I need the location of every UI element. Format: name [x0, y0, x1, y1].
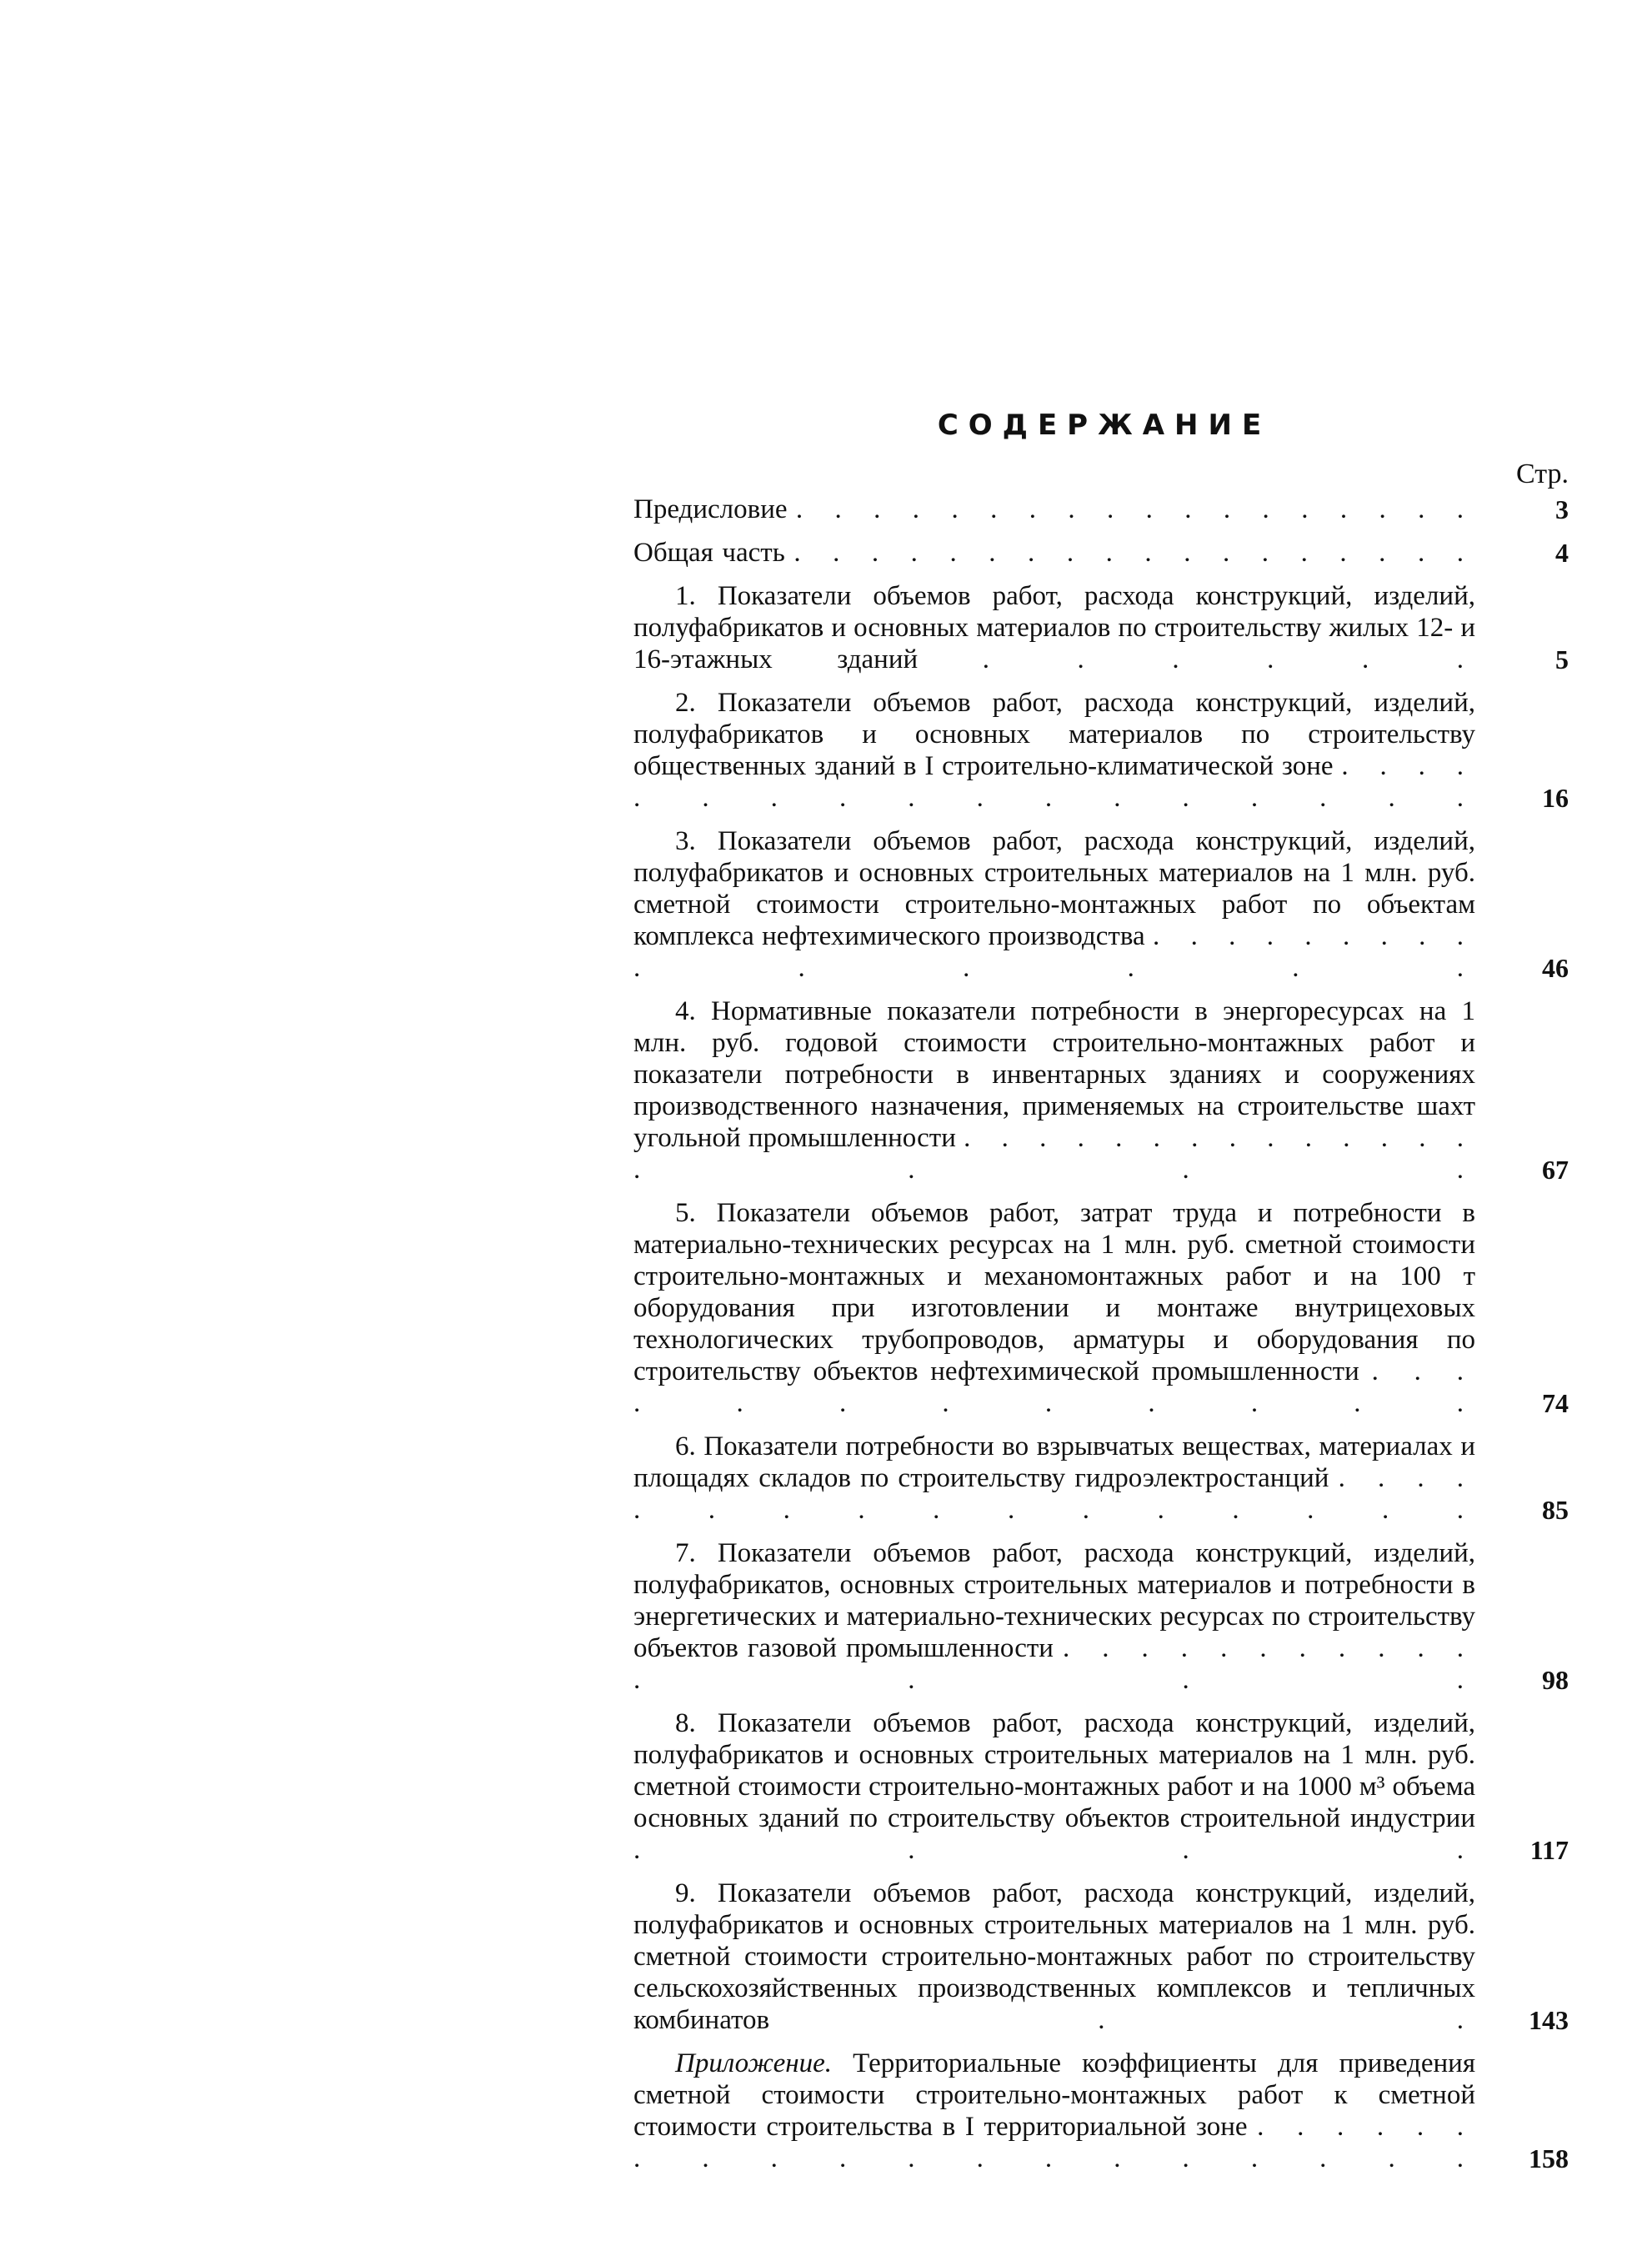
toc-entry-preface: [633, 494, 1575, 525]
entry-page-number: 4: [1555, 538, 1569, 568]
leader-dots: . . . . . . . . . . . . . . . . . . .: [633, 2112, 1475, 2173]
entry-text: 9. Показатели объемов работ, расхода конструкций, изделий, полуфабрикатов и основных строительных материалов на 1 млн. руб. сметной стоимости строительно-монтажных работ по строительству сельскохозяйственных производственных комплексов и тепличных комбинатов: [633, 1878, 1475, 2035]
entry-text: 2. Показатели объемов работ, расхода конструкций, изделий, полуфабрикатов и основных материалов по строительству общественных зданий в I строительно-климатической зоне: [633, 688, 1475, 781]
entry-text: 1. Показатели объемов работ, расхода конструкций, изделий, полуфабрикатов и основных материалов по строительству жилых 12- и 16-этажных зданий: [633, 581, 1475, 674]
leader-dots: . . . . . . . . . . . . . . .: [633, 921, 1476, 983]
leader-dots: . . . . . . . . . . . . . . . . . .: [793, 538, 1475, 568]
toc-entry-section-7: [633, 1537, 1575, 1696]
entry-text: 5. Показатели объемов работ, затрат труда и потребности в материально-технических ресурсах на 1 млн. руб. сметной стоимости строительно-монтажных и механомонтажных работ и на 100 т оборудования при изготовлении и монтаже внутрицеховых технологических трубопроводов, арматуры и оборудования по строительству объектов нефтехимической промышленности: [633, 1198, 1475, 1386]
entry-page-number: 158: [1529, 2143, 1569, 2173]
entry-text: 8. Показатели объемов работ, расхода конструкций, изделий, полуфабрикатов и основных строительных материалов на 1 млн. руб. сметной стоимости строительно-монтажных работ и на 1000 м³ объема основных зданий по строительству объектов строительной индустрии: [633, 1708, 1475, 1833]
leader-dots: . . . .: [633, 1835, 1475, 1865]
entry-page-number: 46: [1542, 953, 1569, 983]
leader-dots: . . . . . . . . . . . . . . . . . .: [633, 1123, 1475, 1185]
toc-entry-section-6: [633, 1431, 1575, 1526]
leader-dots: . . . . . . . . . . . . . . . . . .: [795, 494, 1476, 524]
entry-page-number: 67: [1542, 1155, 1569, 1185]
leader-dots: . . . . . .: [982, 644, 1476, 674]
entry-page-number: 16: [1542, 783, 1569, 813]
leader-dots: . .: [1098, 2005, 1475, 2035]
toc-entry-section-5: [633, 1197, 1575, 1419]
entry-text: 7. Показатели объемов работ, расхода конструкций, изделий, полуфабрикатов, основных строительных материалов и потребности в энергетических и материально-технических ресурсах по строительству объектов газовой промышленности: [633, 1538, 1475, 1663]
toc-entry-section-3: [633, 825, 1575, 984]
toc-entry-section-2: [633, 687, 1575, 814]
leader-dots: . . . . . . . . . . . . . . . . .: [633, 751, 1475, 813]
entry-text: Территориальные коэффициенты для приведения сметной стоимости строительно-монтажных работ к сметной стоимости строительства в I территориальной зоне: [633, 2048, 1475, 2142]
toc-entry-section-9: [633, 1877, 1575, 2036]
toc-entry-section-1: [633, 580, 1575, 675]
entry-page-number: 117: [1529, 1835, 1569, 1865]
toc-title: СОДЕРЖАНИЕ: [937, 409, 1272, 442]
entry-text: 6. Показатели потребности во взрывчатых веществах, материалах и площадях складов по строительству гидроэлектростанций: [633, 1431, 1475, 1493]
entry-page-number: 5: [1555, 644, 1569, 674]
leader-dots: . . . . . . . . . . . .: [633, 1356, 1475, 1418]
toc-entry-section-4: [633, 995, 1575, 1186]
toc-entry-appendix: [633, 2048, 1575, 2174]
entry-page-number: 143: [1529, 2005, 1569, 2035]
toc-entry-general-part: [633, 537, 1575, 569]
entry-page-number: 98: [1542, 1665, 1569, 1695]
entry-text: Общая часть: [633, 538, 785, 568]
entry-text: Предисловие: [633, 494, 788, 524]
table-of-contents: [633, 409, 1575, 2186]
entry-page-number: 74: [1542, 1388, 1569, 1418]
leader-dots: . . . . . . . . . . . . . . . .: [633, 1463, 1476, 1525]
entry-page-number: 3: [1555, 494, 1569, 524]
entry-page-number: 85: [1542, 1495, 1569, 1525]
leader-dots: . . . . . . . . . . . . . . .: [633, 1633, 1476, 1695]
entry-text: 3. Показатели объемов работ, расхода конструкций, изделий, полуфабрикатов и основных строительных материалов на 1 млн. руб. сметной стоимости строительно-монтажных работ по объектам комплекса нефтехимического производства: [633, 826, 1475, 951]
appendix-label: Приложение.: [675, 2048, 832, 2078]
page-column-header: Стр.: [1515, 459, 1569, 489]
entry-text: 4. Нормативные показатели потребности в энергоресурсах на 1 млн. руб. годовой стоимости строительно-монтажных работ и показатели потребности в инвентарных зданиях и сооружениях производственного назначения, применяемых на строительстве шахт угольной промышленности: [633, 996, 1475, 1153]
toc-entry-section-8: [633, 1707, 1575, 1866]
